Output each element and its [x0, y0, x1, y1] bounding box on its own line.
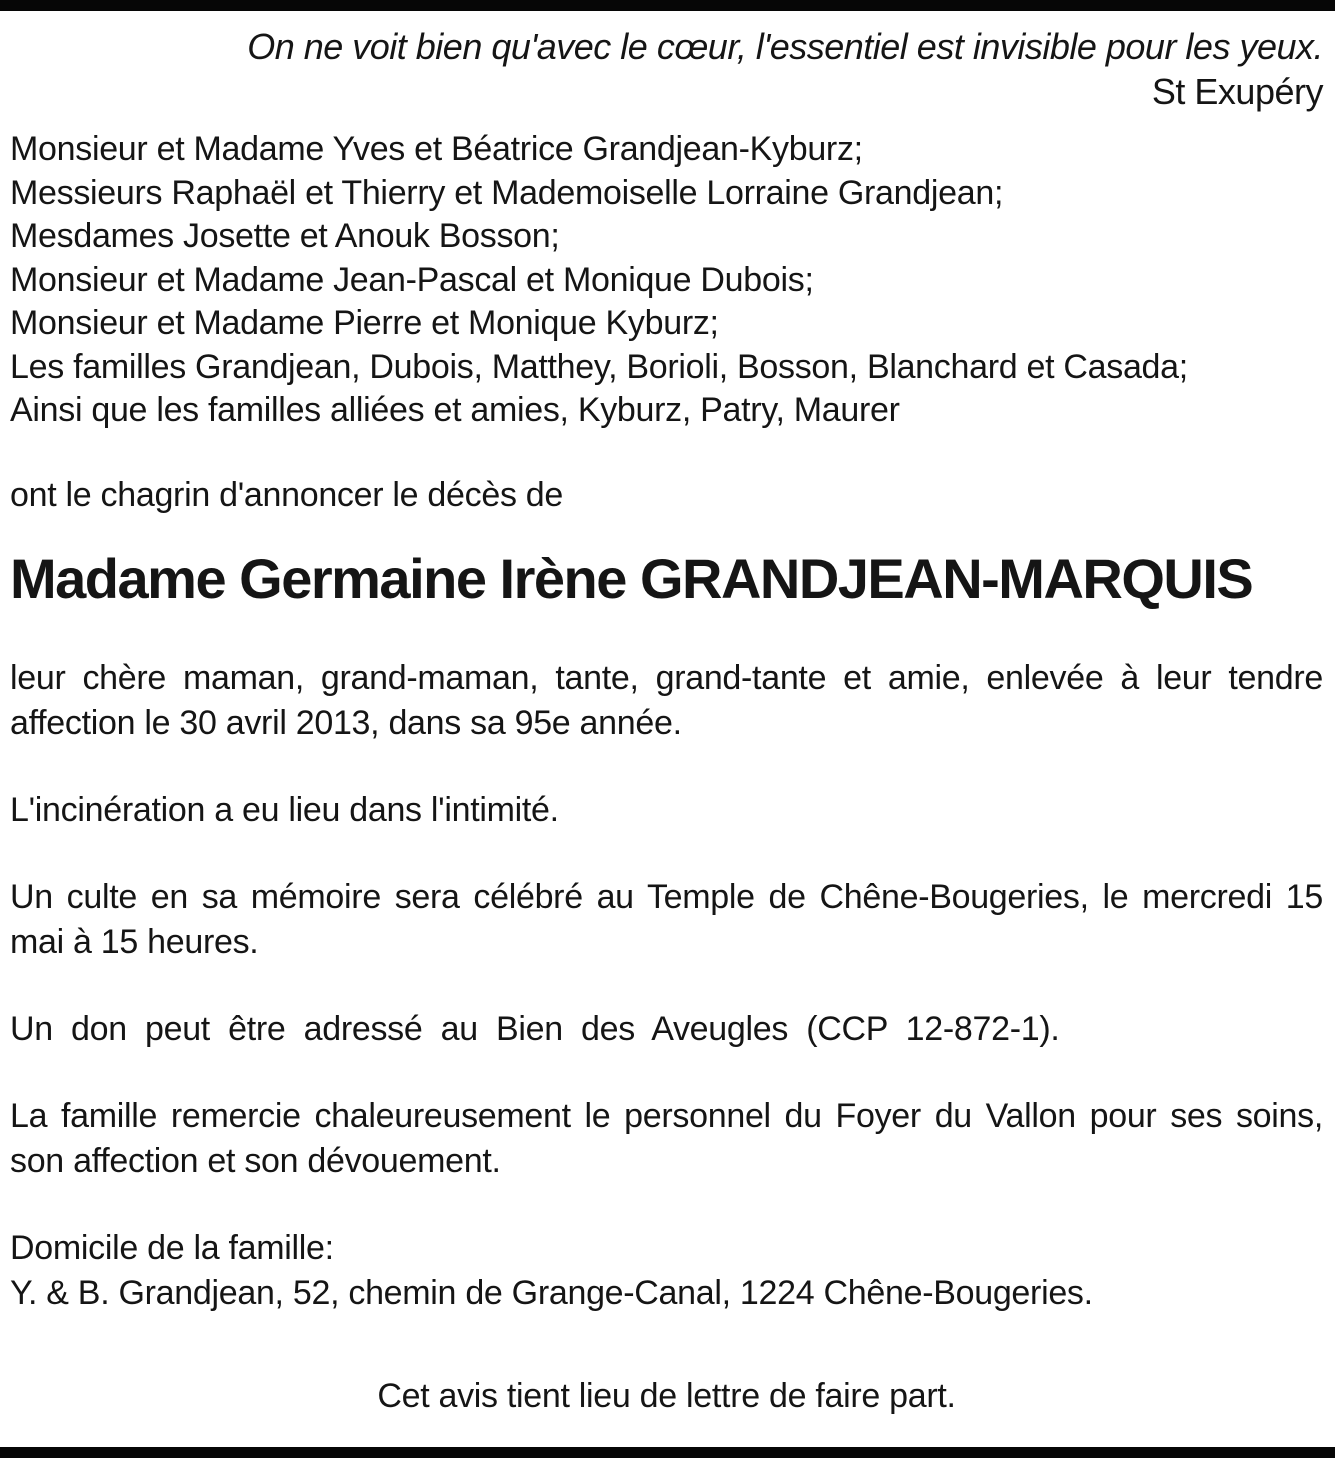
- paragraph-service: Un culte en sa mémoire sera célébré au Temple de Chêne-Bougeries, le mercredi 15 mai à 15 heures.: [10, 877, 1323, 961]
- family-line: Messieurs Raphaël et Thierry et Mademoiselle Lorraine Grandjean;: [10, 173, 1004, 212]
- paragraph-thanks: La famille remercie chaleureusement le personnel du Foyer du Vallon pour ses soins, son affection et son dévouement.: [10, 1096, 1323, 1180]
- family-line: Ainsi que les familles alliées et amies, Kyburz, Patry, Maurer: [10, 391, 900, 429]
- domicile-label: Domicile de la famille:: [10, 1228, 334, 1267]
- bottom-rule: [0, 1447, 1335, 1458]
- announcement-line: ont le chagrin d'annoncer le décès de: [10, 475, 564, 514]
- family-list: [10, 128, 1323, 433]
- closing-line: Cet avis tient lieu de lettre de faire part.: [377, 1376, 956, 1415]
- domicile-address: Y. & B. Grandjean, 52, chemin de Grange-Canal, 1224 Chêne-Bougeries.: [10, 1273, 1093, 1312]
- family-line: Mesdames Josette et Anouk Bosson;: [10, 217, 560, 255]
- family-line: Monsieur et Madame Pierre et Monique Kyburz;: [10, 304, 719, 342]
- paragraph-cremation: L'incinération a eu lieu dans l'intimité.: [10, 790, 559, 829]
- family-line: Les familles Grandjean, Dubois, Matthey, Borioli, Bosson, Blanchard et Casada;: [10, 347, 1188, 386]
- epigraph-quote: On ne voit bien qu'avec le cœur, l'essentiel est invisible pour les yeux.: [247, 26, 1323, 67]
- deceased-name-title: Madame Germaine Irène GRANDJEAN-MARQUIS: [10, 546, 1253, 610]
- family-line: Monsieur et Madame Yves et Béatrice Grandjean-Kyburz;: [10, 130, 863, 168]
- top-rule: [0, 0, 1335, 11]
- family-line: Monsieur et Madame Jean-Pascal et Monique Dubois;: [10, 260, 814, 299]
- paragraph-relations: leur chère maman, grand-maman, tante, grand-tante et amie, enlevée à leur tendre affection le 30 avril 2013, dans sa 95e année.: [10, 658, 1323, 742]
- domicile-block: [10, 1226, 1323, 1316]
- paragraph-donation: Un don peut être adressé au Bien des Aveugles (CCP 12-872-1).: [10, 1009, 1060, 1048]
- epigraph-attribution: St Exupéry: [1151, 71, 1323, 112]
